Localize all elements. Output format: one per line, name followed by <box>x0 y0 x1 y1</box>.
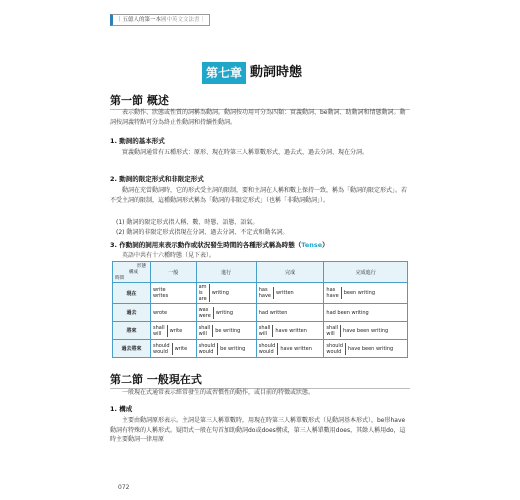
row-label: 將來 <box>113 322 151 340</box>
table-row <box>113 283 408 304</box>
subsection-3-text: 英語中共有十六種時態（見下表）。 <box>122 252 216 259</box>
auxiliary-verbs: shall will <box>199 325 214 337</box>
subsection-3-title-end: ） <box>322 241 329 249</box>
subsection-1-title: 1. 動詞的基本形式 <box>110 137 165 145</box>
tense-cell <box>196 304 256 322</box>
list-item-1: (1) 動詞的限定形式指人稱、數、時態、語態、語氣。 <box>116 219 259 226</box>
section-1-title: 第一節 概述 <box>110 92 410 110</box>
corner-label-form: 形態 <box>137 264 146 269</box>
tense-cell <box>151 283 197 304</box>
chapter-number: 第七章 <box>202 62 246 84</box>
auxiliary-verbs: was were <box>199 307 214 319</box>
table-row <box>113 304 408 322</box>
auxiliary-verbs: shall will <box>153 325 168 337</box>
table-header-perfect: 完成 <box>256 262 324 283</box>
subsection-3-title-text: 3. 作動詞的詞用來表示動作或狀況發生時間的各種形式稱為時態（ <box>110 241 302 249</box>
auxiliary-verbs: should would <box>153 343 173 355</box>
auxiliary-verbs: should would <box>199 343 219 355</box>
tense-cell <box>151 340 197 358</box>
tense-keyword: Tense <box>301 241 323 249</box>
row-label: 過去將來 <box>113 340 151 358</box>
row-label: 過去 <box>113 304 151 322</box>
verb-form: have been writing <box>348 345 394 352</box>
list-item-2: (2) 動詞的非限定形式指現在分詞、過去分詞、不定式和動名詞。 <box>116 229 289 236</box>
subsection-1-text: 實義動詞通常有五種形式：原形、現在時第三人稱單數形式、過去式、過去分詞、現在分詞。 <box>122 149 369 156</box>
verb-form: had written <box>258 309 288 316</box>
verb-form: had been writing <box>326 309 369 316</box>
verb-form: written <box>276 290 294 296</box>
verb-form: been writing <box>343 290 376 296</box>
chapter-banner <box>202 60 322 86</box>
auxiliary-verbs: has have <box>259 287 274 299</box>
tense-cell <box>256 304 324 322</box>
verb-form: be writing <box>215 327 241 334</box>
tense-cell <box>324 283 408 304</box>
section-2-subsection-1-text: 主要由動詞原形表示。主詞是第三人稱單數時，用現在時第三人稱單數形式（見動詞基本形式），be形have動詞有特殊的人稱形式。疑問式一般在句首加助動詞do或does構成，第三人稱單數用does，其餘人稱用do，這時主要動詞一律用原 <box>110 417 406 443</box>
verb-form: have written <box>275 327 307 334</box>
table-corner-header <box>113 262 151 283</box>
tense-cell <box>196 322 256 340</box>
corner-label-time: 時間 <box>115 276 124 281</box>
chapter-title: 動詞時態 <box>250 65 303 80</box>
tense-cell <box>256 340 324 358</box>
header-rest: 國中英文文法書｜ <box>161 17 206 23</box>
tense-cell <box>151 322 197 340</box>
tense-cell <box>256 322 324 340</box>
auxiliary-verbs: has have <box>326 287 341 299</box>
tense-cell <box>196 340 256 358</box>
section-2-subsection-1-title: 1. 構成 <box>110 405 133 413</box>
verb-form: have been writing <box>343 327 389 334</box>
section-1-intro: 表示動作、狀態或性質的詞稱為動詞。動詞按功用可分為四類：實義動詞、be動詞、助動詞和情態動詞。動詞按詞義特點可分為終止性動詞和持續性動詞。 <box>110 109 406 126</box>
tense-cell <box>151 304 197 322</box>
tense-cell <box>324 322 408 340</box>
tense-cell <box>324 304 408 322</box>
running-header <box>110 14 210 26</box>
table-row <box>113 322 408 340</box>
verb-form: write <box>174 345 188 352</box>
tense-cell <box>324 340 408 358</box>
table-row <box>113 340 408 358</box>
subsection-2-text: 動詞在充當動詞時，它的形式受主詞的限制，要和主詞在人稱和數上保持一致，稱為「動詞的限定形式」。若不受主詞的限制，這種動詞形式稱為「動詞的非限定形式」（也稱「非動詞動詞」）。 <box>110 187 408 204</box>
verb-form: writing <box>215 309 234 316</box>
header-prefix: ｜五億人的第一本 <box>117 17 162 23</box>
table-header-progressive: 進行 <box>196 262 256 283</box>
verb-form: wrote <box>153 309 168 316</box>
tense-cell <box>196 283 256 304</box>
subsection-3-title <box>110 240 329 249</box>
auxiliary-verbs: shall will <box>259 325 274 337</box>
auxiliary-verbs: should would <box>259 343 279 355</box>
section-2-title: 第二節 一般現在式 <box>110 371 410 389</box>
tense-cell <box>256 283 324 304</box>
verb-form: writing <box>211 290 229 296</box>
verb-form: be writing <box>220 345 246 352</box>
auxiliary-verbs: shall will <box>326 325 341 337</box>
subsection-2-title: 2. 動詞的限定形式和非限定形式 <box>110 175 204 183</box>
section-2-intro: 一般現在式通常表示經常發生的或習慣性的動作，或目前的特徵或狀態。 <box>122 389 315 396</box>
verb-form: have written <box>280 345 312 352</box>
page-number: 072 <box>118 484 130 491</box>
auxiliary-verbs: am is are <box>199 284 210 302</box>
corner-label-structure: 構成 <box>129 270 138 275</box>
row-label: 現在 <box>113 283 151 304</box>
table-header-simple: 一般 <box>151 262 197 283</box>
page <box>110 14 410 484</box>
verb-form: write <box>169 327 183 334</box>
tense-table <box>112 261 408 358</box>
auxiliary-verbs: should would <box>326 343 346 355</box>
table-header-perfect-progressive: 完成進行 <box>324 262 408 283</box>
verb-form: write writes <box>153 287 169 299</box>
